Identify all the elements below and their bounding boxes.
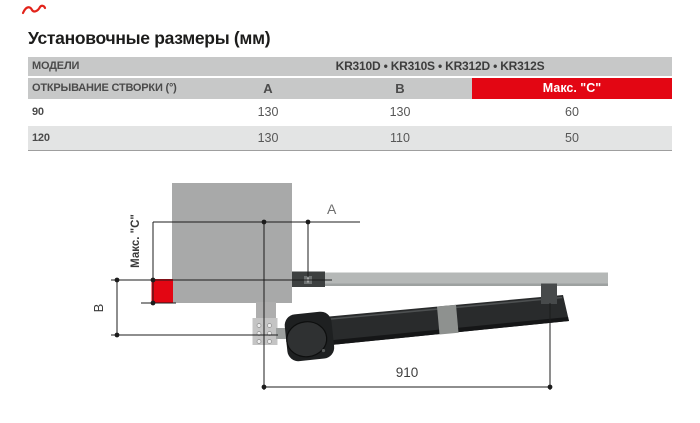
c-value: 60 [565,105,579,119]
b-value: 110 [390,131,410,145]
column-a-header: A [263,81,273,96]
arm-joint-band [437,305,459,335]
opening-angle-header: ОТКРЫВАНИЕ СТВОРКИ (°) [32,82,177,94]
a-value: 130 [257,105,279,119]
c-value: 50 [565,131,579,145]
dim-b-label: B [91,303,106,313]
pillar [172,183,292,303]
column-b-header: B [395,81,405,96]
max-c-zone [152,279,174,303]
page-title: Установочные размеры (мм) [28,28,271,48]
angle-value: 90 [32,106,44,118]
models-label: МОДЕЛИ [32,60,80,72]
models-value: KR310D • KR310S • KR312D • KR312S [335,59,545,73]
dim-max-c-label: Макс. "C" [130,214,142,268]
operator-arm [284,284,569,363]
column-max-c-header: Макс. "C" [472,78,672,99]
dim-910-label: 910 [395,365,419,380]
b-value: 130 [389,105,411,119]
a-value: 130 [257,131,279,145]
motor-head [284,311,336,363]
gate-leaf [292,273,608,287]
gate-end-bracket [541,284,557,305]
dim-a-label: A [327,201,337,217]
angle-value: 120 [32,132,50,144]
